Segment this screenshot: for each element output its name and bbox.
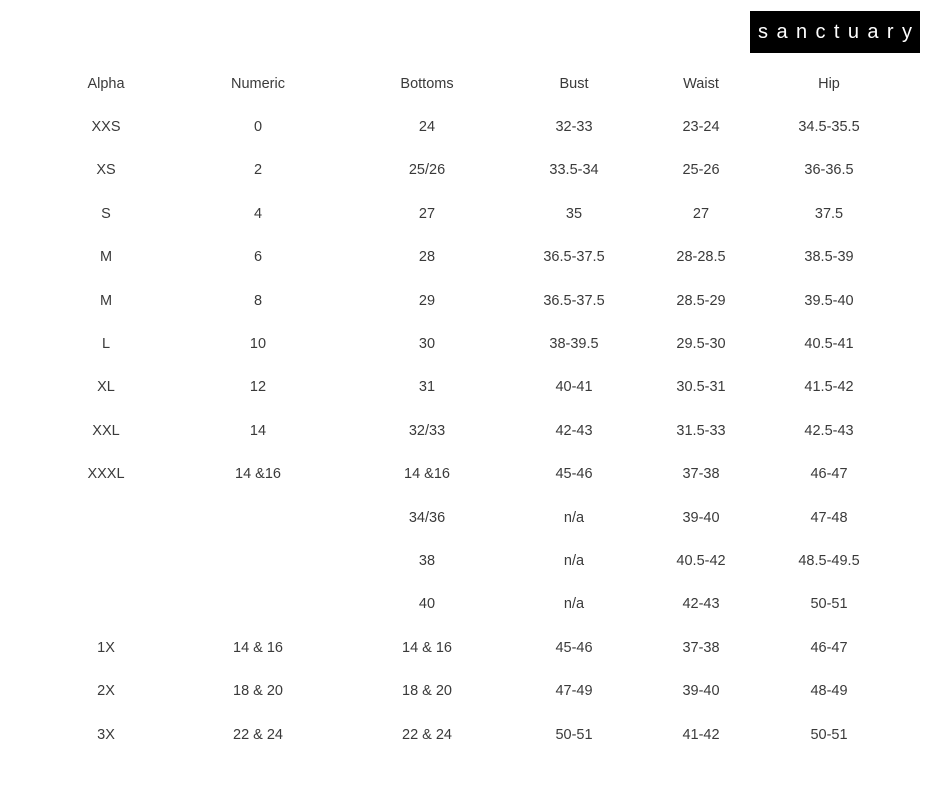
table-cell: 33.5-34 <box>549 162 599 179</box>
table-cell: 34.5-35.5 <box>798 119 860 136</box>
table-cell: XL <box>97 379 115 396</box>
table-cell: 40 <box>418 596 436 613</box>
table-cell: 4 <box>253 205 263 222</box>
table-cell: 37.5 <box>814 205 844 222</box>
table-cell: 29 <box>418 292 436 309</box>
table-row <box>40 669 894 712</box>
table-cell: 36.5-37.5 <box>543 249 605 266</box>
table-cell <box>172 539 344 582</box>
table-cell: 22 & 24 <box>233 726 283 743</box>
table-cell: 41-42 <box>682 726 720 743</box>
table-cell: 30 <box>418 336 436 353</box>
table-row <box>40 496 894 539</box>
table-cell: 40.5-41 <box>804 336 854 353</box>
table-row <box>40 713 894 756</box>
table-row <box>40 453 894 496</box>
table-row <box>40 236 894 279</box>
table-cell: 27 <box>418 205 436 222</box>
table-row <box>40 409 894 452</box>
table-cell: 35 <box>565 205 583 222</box>
table-cell: 30.5-31 <box>676 379 726 396</box>
table-row <box>40 149 894 192</box>
table-cell: 37-38 <box>682 639 720 656</box>
table-cell: XXS <box>91 119 121 136</box>
table-row <box>40 105 894 148</box>
table-cell: 28 <box>418 249 436 266</box>
table-cell: 38.5-39 <box>804 249 854 266</box>
header-row <box>40 62 894 105</box>
table-cell: 27 <box>692 205 710 222</box>
table-cell: 1X <box>97 639 115 656</box>
table-cell: 32/33 <box>408 422 446 439</box>
table-cell: 12 <box>249 379 267 396</box>
column-header-numeric: Numeric <box>231 75 285 92</box>
table-cell: 10 <box>249 336 267 353</box>
table-cell: 36-36.5 <box>804 162 854 179</box>
table-cell: 41.5-42 <box>804 379 854 396</box>
table-cell: 28-28.5 <box>676 249 726 266</box>
table-cell: 38-39.5 <box>549 336 599 353</box>
table-cell: 22 & 24 <box>402 726 452 743</box>
table-cell: 28.5-29 <box>676 292 726 309</box>
table-cell: 39-40 <box>682 683 720 700</box>
table-cell: n/a <box>563 596 585 613</box>
table-cell <box>40 583 172 626</box>
table-cell <box>172 496 344 539</box>
table-cell: 47-48 <box>810 509 848 526</box>
table-row <box>40 279 894 322</box>
table-cell: XXL <box>92 422 120 439</box>
table-cell: 50-51 <box>555 726 593 743</box>
table-cell: M <box>99 249 113 266</box>
table-cell: 18 & 20 <box>402 683 452 700</box>
table-cell: 31.5-33 <box>676 422 726 439</box>
table-cell: 8 <box>253 292 263 309</box>
table-cell: 14 & 16 <box>233 639 283 656</box>
table-cell: n/a <box>563 552 585 569</box>
column-header-bust: Bust <box>559 75 589 92</box>
table-cell: 48-49 <box>810 683 848 700</box>
table-cell: 14 &16 <box>235 466 281 483</box>
table-cell <box>40 496 172 539</box>
table-cell: 34/36 <box>408 509 446 526</box>
table-cell: 25-26 <box>682 162 720 179</box>
table-cell: 2X <box>97 683 115 700</box>
table-cell: M <box>99 292 113 309</box>
table-cell: 0 <box>253 119 263 136</box>
table-cell: L <box>101 336 111 353</box>
table-cell: 40-41 <box>555 379 593 396</box>
table-cell: 39.5-40 <box>804 292 854 309</box>
table-cell: 38 <box>418 552 436 569</box>
table-row <box>40 366 894 409</box>
table-cell: S <box>101 205 111 222</box>
table-cell: n/a <box>563 509 585 526</box>
table-cell: 24 <box>418 119 436 136</box>
table-cell: 50-51 <box>810 596 848 613</box>
table-row <box>40 539 894 582</box>
table-cell: 47-49 <box>555 683 593 700</box>
table-cell: 37-38 <box>682 466 720 483</box>
table-cell: XS <box>96 162 116 179</box>
table-cell: 50-51 <box>810 726 848 743</box>
table-cell: 25/26 <box>408 162 446 179</box>
table-cell: 39-40 <box>682 509 720 526</box>
brand-logo-text: sanctuary <box>758 20 921 43</box>
table-row <box>40 626 894 669</box>
size-chart-table <box>40 62 894 756</box>
table-cell: 42-43 <box>682 596 720 613</box>
table-cell: 42-43 <box>555 422 593 439</box>
table-cell: XXXL <box>87 466 125 483</box>
table-cell: 6 <box>253 249 263 266</box>
table-cell: 40.5-42 <box>676 552 726 569</box>
table-cell: 14 & 16 <box>402 639 452 656</box>
table-cell: 45-46 <box>555 466 593 483</box>
brand-logo <box>750 11 920 53</box>
table-cell: 3X <box>97 726 115 743</box>
table-cell: 42.5-43 <box>804 422 854 439</box>
table-cell: 29.5-30 <box>676 336 726 353</box>
column-header-hip: Hip <box>818 75 840 92</box>
table-cell: 23-24 <box>682 119 720 136</box>
table-cell: 31 <box>418 379 436 396</box>
table-cell <box>40 539 172 582</box>
table-cell: 14 <box>249 422 267 439</box>
table-row <box>40 322 894 365</box>
table-cell: 2 <box>253 162 263 179</box>
column-header-bottoms: Bottoms <box>400 75 454 92</box>
table-cell: 18 & 20 <box>233 683 283 700</box>
table-cell: 32-33 <box>555 119 593 136</box>
table-cell: 45-46 <box>555 639 593 656</box>
table-cell <box>172 583 344 626</box>
table-cell: 48.5-49.5 <box>798 552 860 569</box>
column-header-alpha: Alpha <box>87 75 125 92</box>
table-row <box>40 192 894 235</box>
table-cell: 36.5-37.5 <box>543 292 605 309</box>
table-cell: 46-47 <box>810 466 848 483</box>
table-cell: 46-47 <box>810 639 848 656</box>
table-cell: 14 &16 <box>404 466 450 483</box>
column-header-waist: Waist <box>683 75 719 92</box>
table-row <box>40 583 894 626</box>
